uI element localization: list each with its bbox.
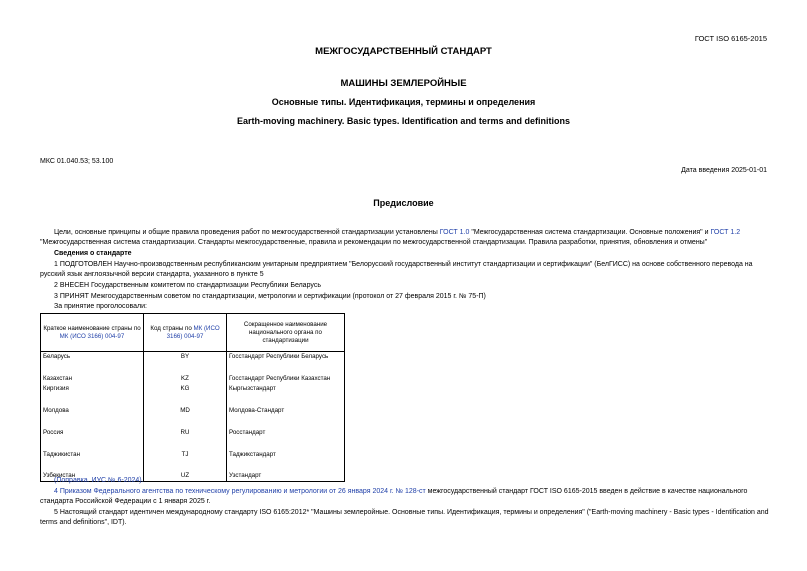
item-5-identical: 5 Настоящий стандарт идентичен международному стандарту ISO 6165:2012* "Машины землеройные. Основные типы. Идентификация, термины и определения" ("Earth-moving machinery - Basic types - Identification and terms and definitions", IDT). [40,509,769,526]
country-cell: Беларусь [41,352,144,374]
document-title-english: Earth-moving machinery. Basic types. Identification and terms and definitions [237,116,570,126]
body-cell: Госстандарт Республики Беларусь [227,352,345,374]
country-cell: Таджикистан [41,450,144,471]
body-cell: Таджикстандарт [227,450,345,471]
body-cell: Узстандарт [227,471,345,482]
body-cell: Молдова-Стандарт [227,406,345,428]
code-cell: RU [144,428,227,450]
item-4-text: межгосударственный стандарт ГОСТ ISO 6165-2015 введен в действие в качестве национального стандарта Российской Федерации с 1 января 2025 г. [40,488,748,505]
table-row [41,374,345,384]
effective-date: Дата введения 2025-01-01 [681,167,767,174]
code-cell: KG [144,384,227,406]
table-header-row [41,314,345,352]
code-cell: BY [144,352,227,374]
country-cell: Россия [41,428,144,450]
code-cell: UZ [144,471,227,482]
intro-text-c: "Межгосударственная система стандартизации. Стандарты межгосударственные, правила и рекомендации по межгосударственной стандартизации. Правила разработки, принятия, обновления и отмены" [40,239,708,246]
document-subtitle: Основные типы. Идентификация, термины и определения [271,97,536,107]
body-cell: Госстандарт Республики Казахстан [227,374,345,384]
country-cell: Узбекистан [41,471,144,482]
code-cell: TJ [144,450,227,471]
vote-label: За принятие проголосовали: [54,303,147,310]
order-link[interactable]: 4 Приказом Федерального агентства по техническому регулированию и метрологии от 26 января 2024 г. № 128-ст [54,488,426,495]
amendment-link[interactable]: (Поправка. ИУС № 6-2024). [54,477,144,484]
table-row [41,428,345,450]
code-cell: MD [144,406,227,428]
code-cell: KZ [144,374,227,384]
col-country-header-text: Краткое наименование страны по [43,324,141,332]
table-row [41,406,345,428]
body-cell: Росстандарт [227,428,345,450]
preface-intro [40,228,771,248]
mks-code: МКС 01.040.53; 53.100 [40,158,114,165]
document-id: ГОСТ ISO 6165-2015 [694,34,767,43]
intro-text-b: "Межгосударственная система стандартизации. Основные положения" и [469,229,711,236]
item-3-adopted: 3 ПРИНЯТ Межгосударственным советом по стандартизации, метрологии и сертификации (протокол от 27 февраля 2015 г. № 75-П) [54,293,486,300]
table-row [41,352,345,374]
col-code-header [144,314,227,352]
item-1-prepared: 1 ПОДГОТОВЛЕН Научно-производственным республиканским унитарным предприятием "Белорусский государственный институт стандартизации и сертификации" (БелГИСС) на основе собственного перевода на русский язык англоязычной версии стандарта, указанного в пункте 5 [40,261,753,278]
gost-1-0-link[interactable]: ГОСТ 1.0 [439,229,470,236]
col-body-header: Сокращенное наименование национального органа по стандартизации [227,314,345,352]
col-country-header [41,314,144,352]
item-4-order [40,487,771,507]
intro-text-a: Цели, основные принципы и общие правила проведения работ по межгосударственной стандартизации установлены [54,229,440,236]
mk-iso-link[interactable]: МК (ИСО 3166) 004-97 [59,332,125,340]
document-title: МАШИНЫ ЗЕМЛЕРОЙНЫЕ [340,78,467,89]
mk-iso-link[interactable]: МК (ИСО 3166) 004-97 [166,324,220,340]
standard-info-heading: Сведения о стандарте [54,250,132,257]
table-row [41,450,345,471]
voting-countries-table [40,313,345,482]
amendment-note [40,476,771,486]
standard-type-heading: МЕЖГОСУДАРСТВЕННЫЙ СТАНДАРТ [315,46,492,57]
table-row [41,384,345,406]
country-cell: Киргизия [41,384,144,406]
item-2-submitted: 2 ВНЕСЕН Государственным комитетом по стандартизации Республики Беларусь [54,282,321,289]
preface-heading: Предисловие [373,198,434,208]
gost-1-2-link[interactable]: ГОСТ 1.2 [710,229,741,236]
country-cell: Молдова [41,406,144,428]
col-code-header-text: Код страны по [150,324,194,332]
body-cell: Кыргызстандарт [227,384,345,406]
country-cell: Казахстан [41,374,144,384]
